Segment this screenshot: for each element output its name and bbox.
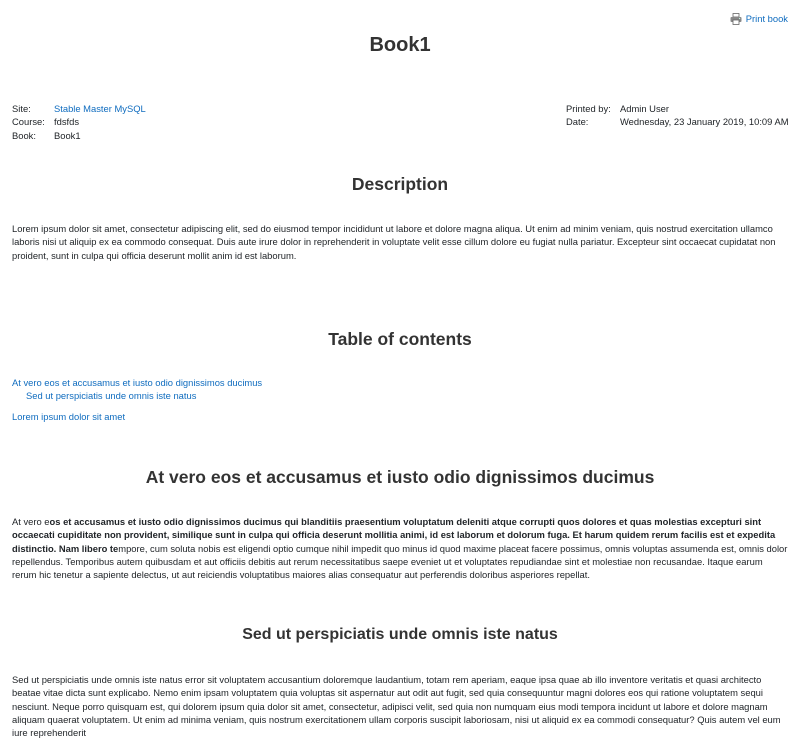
chapter2-heading: Sed ut perspiciatis unde omnis iste natus bbox=[242, 626, 558, 643]
meta-key: Site: bbox=[12, 103, 31, 114]
toc-heading: Table of contents bbox=[328, 329, 472, 349]
meta-row-site bbox=[12, 102, 146, 115]
meta-key: Date: bbox=[566, 116, 589, 128]
toc-spacer bbox=[12, 403, 612, 410]
toc-item-chapter2[interactable]: Lorem ipsum dolor sit amet bbox=[12, 410, 126, 422]
toc-item-chapter1[interactable]: At vero eos et accusamus et iusto odio dignissimos ducimus bbox=[12, 377, 263, 388]
meta-row-date bbox=[566, 115, 789, 128]
description-text: Lorem ipsum dolor sit amet, consectetur adipiscing elit, sed do eiusmod tempor incididunt ut labore et dolore magna aliqua. Ut enim ad minim veniam, quis nostrud exercitation ullamco laboris nisi ut aliquip ex ea commodo consequat. Duis aute irure dolor in reprehenderit in voluptate velit esse cillum dolore eu fugiat nulla pariatur. Excepteur sint occaecat cupidatat non proident, sunt in culpa qui officia deserunt mollit anim id est laborum. bbox=[12, 223, 776, 261]
chapter1-text-bold: os et accusamus et iusto odio dignissimos ducimus qui blanditiis praesentium voluptatum deleniti atque corrupti quos dolores et quas molestias excepturi sint occaecati cupiditate non provident, similique sunt in culpa qui officia deserunt mollitia animi, id est laborum et dolorum fuga. Et harum quidem rerum facilis est et expedita distinctio. Nam libero te bbox=[12, 516, 776, 554]
meta-row-book bbox=[12, 129, 146, 142]
book-meta-left bbox=[12, 102, 146, 142]
meta-value: Book1 bbox=[54, 129, 81, 141]
printer-icon bbox=[730, 13, 742, 25]
book-meta-right bbox=[566, 102, 789, 129]
chapter1-text-end: mpore, cum soluta nobis est eligendi optio cumque nihil impedit quo minus id quod maxime placeat facere possimus, omnis voluptas assumenda est, omnis dolor repellendus. Temporibus autem quibusdam et aut officiis debitis aut rerum necessitatibus saepe eveniet ut et voluptates repudiandae sint et molestiae non recusandae. Itaque earum rerum hic tenetur a sapiente delectus, ut aut reiciendis voluptatibus maiores alias consequatur aut perferendis doloribus asperiores repellat. bbox=[12, 542, 788, 581]
print-book-link[interactable] bbox=[730, 12, 788, 25]
table-of-contents bbox=[12, 376, 612, 423]
chapter1-heading: At vero eos et accusamus et iusto odio dignissimos ducimus bbox=[145, 467, 655, 487]
print-book-label: Print book bbox=[745, 13, 788, 24]
meta-value: Wednesday, 23 January 2019, 10:09 AM bbox=[620, 116, 789, 128]
book-title: Book1 bbox=[369, 34, 431, 56]
toc-item-subchapter[interactable]: Sed ut perspiciatis unde omnis iste natus bbox=[26, 390, 197, 402]
meta-key: Course: bbox=[12, 116, 45, 128]
meta-row-printed-by bbox=[566, 102, 789, 115]
chapter1-text bbox=[12, 515, 788, 581]
meta-row-course bbox=[12, 115, 146, 128]
meta-value: Admin User bbox=[620, 103, 669, 114]
chapter2-text: Sed ut perspiciatis unde omnis iste natus error sit voluptatem accusantium doloremque laudantium, totam rem aperiam, eaque ipsa quae ab illo inventore veritatis et quasi architecto beatae vitae dicta sunt explicabo. Nemo enim ipsam voluptatem quia voluptas sit aspernatur aut odit aut fugit, sed quia consequuntur magni dolores eos qui ratione voluptatem sequi nesciunt. Neque porro quisquam est, qui dolorem ipsum quia dolor sit amet, consectetur, adipisci velit, sed quia non numquam eius modi tempora incidunt ut labore et dolore magnam aliquam quaerat voluptatem. Ut enim ad minima veniam, quis nostrum exercitationem ullam corporis suscipit laboriosam, nisi ut aliquid ex ea commodi consequatur? Quis autem vel eum iure reprehenderit bbox=[12, 674, 781, 739]
chapter1-text-start: At vero e bbox=[12, 516, 50, 527]
site-link[interactable]: Stable Master MySQL bbox=[54, 103, 146, 114]
meta-value: fdsfds bbox=[54, 116, 80, 128]
meta-key: Printed by: bbox=[566, 103, 611, 114]
description-heading: Description bbox=[351, 174, 449, 194]
meta-key: Book: bbox=[12, 129, 36, 141]
